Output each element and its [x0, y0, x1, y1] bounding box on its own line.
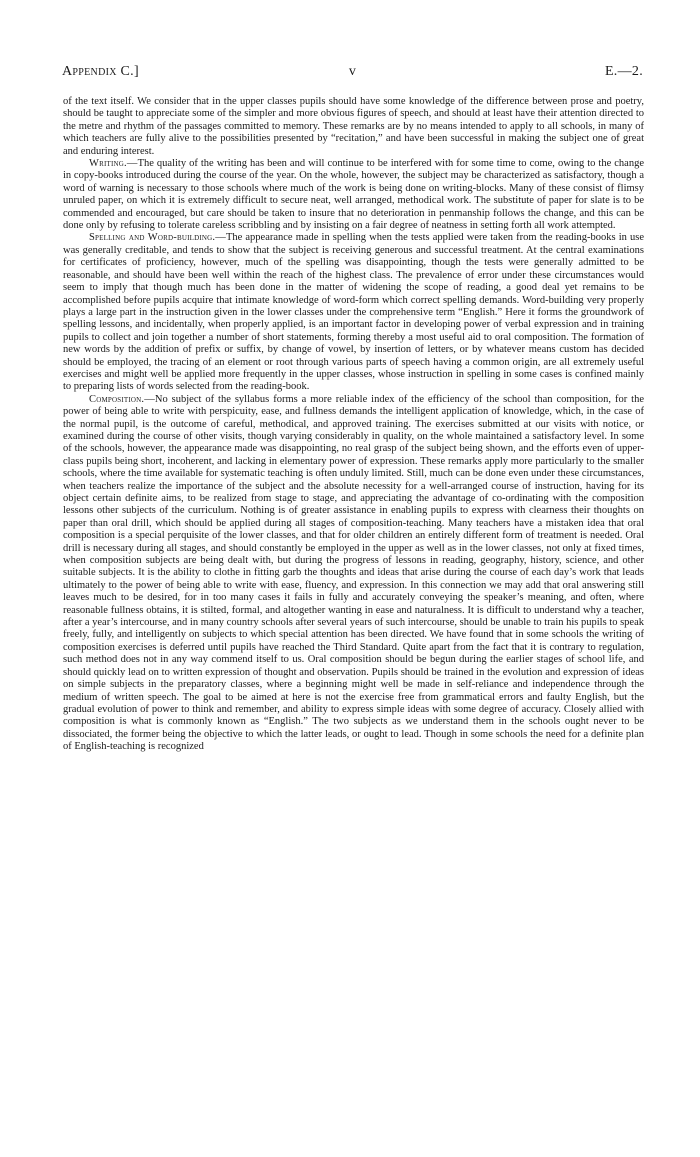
paragraph-writing [63, 158, 644, 232]
paragraph-spelling [63, 232, 644, 393]
page-header [62, 64, 643, 82]
section-heading-writing: Writing.— [89, 158, 138, 170]
paragraph-text: The appearance made in spelling when the tests applied were taken from the reading-books in use was generally creditable, and tends to show that the subject is receiving generous and successful treatment. At the central examinations for certificates of proficiency, however, much of the spelling was disappointing, though the tests were generally admitted to be reasonable, and should have been well within the reach of the highest class. The prevalence of error under these circumstances would seem to imply that though much has been done in the matter of widening the scope of reading, a good deal yet remains to be accomplished before pupils acquire that intimate knowledge of word-form which correct spelling demands. Word-building very properly plays a large part in the instruction given in the lower classes under the comprehensive term “English.” Here it forms the groundwork of spelling lessons, and incidentally, when properly applied, is an important factor in developing power of verbal expression and in training pupils to collect and join together a number of short statements, forming thereby a most useful aid to oral composition. The formation of new words by the addition of prefix or suffix, by change of vowel, by insertion of letters, or by whatever means custom has decided should be employed, the tracing of an element or root through various parts of speech having a common origin, are all extremely useful exercises and might well be applied more frequently in the upper classes, whose instruction in spelling in some cases is confined mainly to preparing lists of words selected from the reading-book. [63, 232, 645, 393]
header-page-number: v [348, 64, 357, 79]
header-document-code: E.—2. [604, 64, 643, 79]
header-appendix-label: Appendix C.] [62, 64, 139, 79]
paragraph-text: The quality of the writing has been and will continue to be interfered with for some time to come, owing to the change in copy-books introduced during the course of the year. On the whole, however, the subject may be characterized as satisfactory, though a word of warning is necessary to those schools where much of the work is being done on writing-blocks. Many of these consist of flimsy unruled paper, on which it is extremely difficult to secure neat, well arranged, methodical work. The substitute of paper for slate is to be commended and encouraged, but care should be taken to insure that no deterioration in penmanship follows the change, and this can be done only by refusing to tolerate careless scribbling and by insisting on a fair degree of neatness in setting forth all work attempted. [63, 158, 644, 232]
paragraph-text: of the text itself. We consider that in the upper classes pupils should have some knowledge of the difference between prose and poetry, should be taught to appreciate some of the simpler and more obvious figures of speech, and should at least have their attention directed to the metre and rhythm of the passages committed to memory. These remarks are by no means intended to apply to all schools, in many of which teachers are fully alive to the possibilities presented by “recitation,” and have been successful in making the subject one of great and enduring interest. [63, 96, 644, 157]
paragraph-composition [63, 394, 644, 754]
body-text [63, 96, 644, 754]
section-heading-composition: Composition.— [89, 393, 155, 405]
section-heading-spelling: Spelling and Word-building.— [89, 232, 226, 244]
paragraph-recitation-continued [63, 96, 644, 158]
paragraph-text: No subject of the syllabus forms a more reliable index of the efficiency of the school than composition, for the power of being able to write with perspicuity, ease, and fullness demands the intelligent application of knowledge, which, in the case of the normal pupil, is the outcome of careful, methodical, and approved training. The exercises submitted at our visits with notice, or examined during the course of other visits, though varying considerably in quality, on the whole maintained a satisfactory level. In some of the schools, however, the appearance made was disappointing, no real grasp of the subject being shown, and the efforts even of upper-class pupils being short, incoherent, and lacking in elementary power of expression. These remarks apply more particularly to the smaller schools, where the time available for systematic teaching is often unduly limited. Still, much can be done even under these circumstances, when teachers realize the importance of the subject and the absolute necessity for a well-arranged course of instruction, having for its object certain definite aims, to be realized from stage to stage, and appreciating the advantage of co-ordinating with the composition lessons other subjects of the curriculum. Nothing is of greater assistance in enabling pupils to express with clearness their thoughts on paper than oral drill, which should be applied during all stages of composition-teaching. Many teachers have a mistaken idea that oral composition is a special perquisite of the lower classes, and that for older children an entirely different form of treatment is needed. Oral drill is necessary during all stages, and should constantly be employed in the upper as well as in the lower classes, not only at fixed times, when composition subjects are being dealt with, but during the progress of lessons in reading, geography, history, science, and other suitable subjects. It is the ability to clothe in fitting garb the thoughts and ideas that arise during the course of each day’s work that leads ultimately to the power of being able to write with ease, fluency, and expression. In this connection we may add that oral answering still leaves much to be desired, for in too many cases it fails in fully and accurately conveying the speaker’s meaning, and often, where reasonable fullness obtains, it is stilted, formal, and altogether wanting in ease and naturalness. It is difficult to understand why a teacher, after a year’s intercourse, and in many country schools after several years of such intercourse, should be unable to train his pupils to speak freely, fully, and intelligently on subjects to which special attention has been directed. We have found that in some schools the writing of composition exercises is deferred until pupils have reached the Third Standard. Quite apart from the fact that it is contrary to regulation, such method does not in any way commend itself to us. Oral composition should be begun during the earlier stages of school life, and should quickly lead on to written expression of thought and observation. Pupils should be trained in the evolution and expression of ideas on simple subjects in the preparatory classes, where a beginning might well be made in self-reliance and independence through the medium of written speech. The goal to be aimed at here is not the exercise free from grammatical errors and faulty English, but the gradual evolution of power to think and remember, and ability to express simple ideas with some degree of accuracy. Closely allied with composition is what is commonly known as “English.” The two subjects as we understand them in the schools ought never to be dissociated, the former being the objective to which the latter leads, or ought to lead. Though in some schools the need for a definite plan of English-teaching is recognized [63, 393, 644, 753]
